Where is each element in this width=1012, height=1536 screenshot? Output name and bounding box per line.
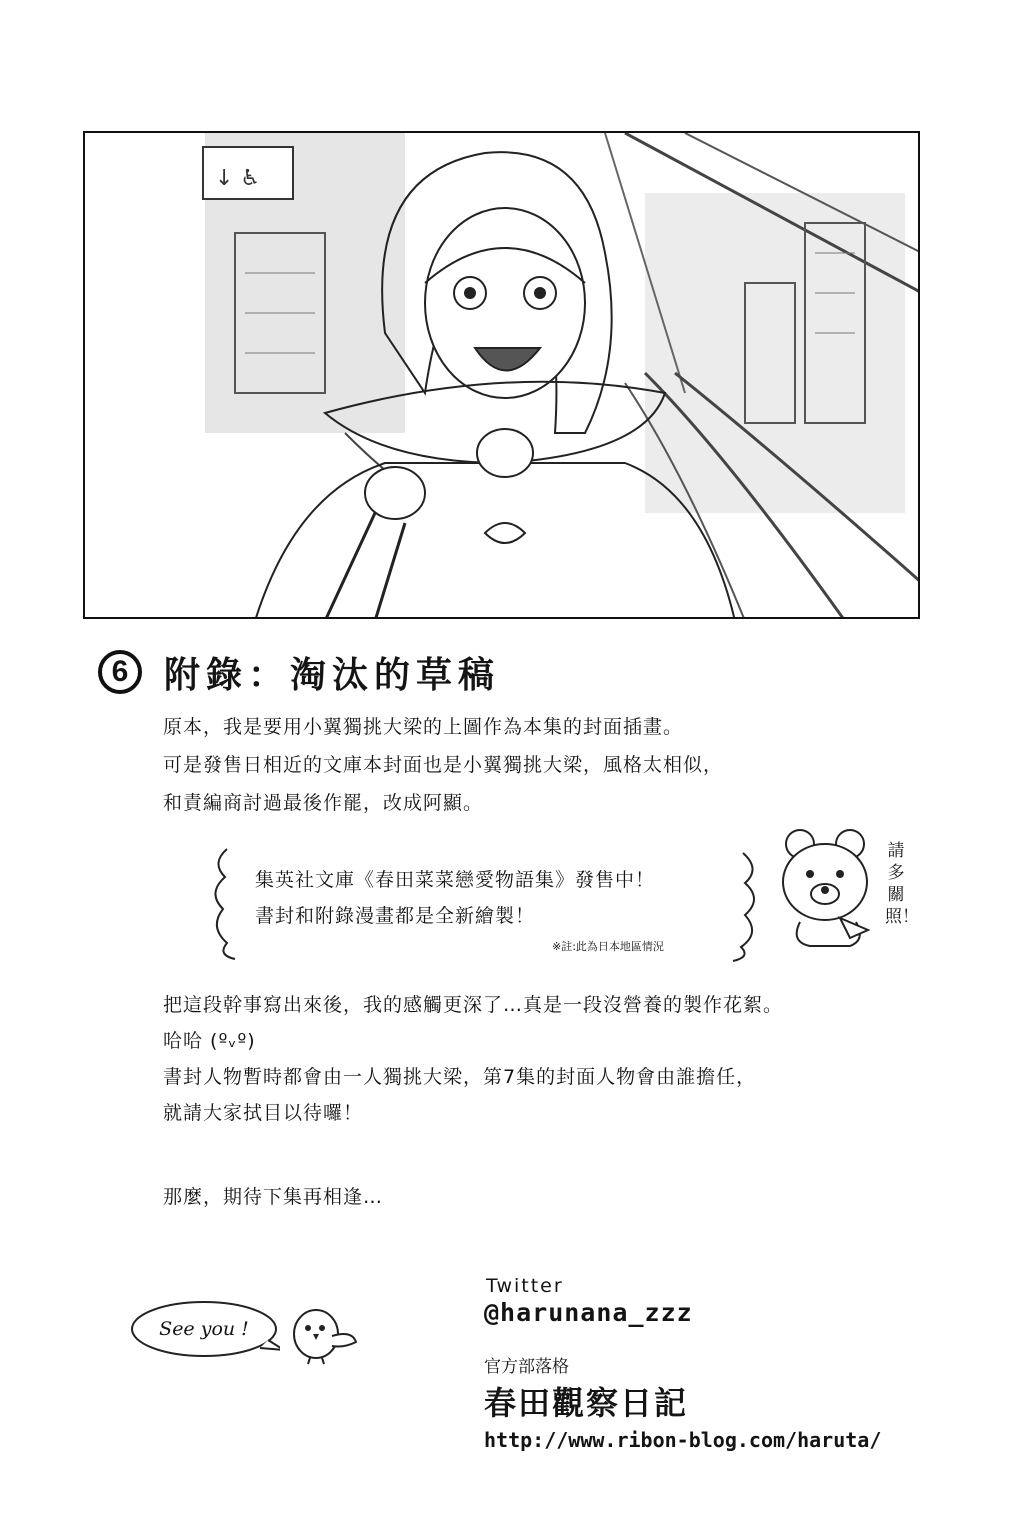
- closing-line: 那麼，期待下集再相逢…: [163, 1186, 384, 1208]
- see-you-bubble: [128, 1298, 280, 1360]
- paragraph-line: 和責編商討過最後作罷，改成阿顯。: [163, 792, 484, 814]
- illustration-panel: [83, 131, 920, 619]
- paragraph-line: 就請大家拭目以待囉！: [163, 1102, 364, 1124]
- sketch-illustration: [85, 133, 920, 619]
- paragraph-line: 原本，我是要用小翼獨挑大梁的上圖作為本集的封面插畫。: [163, 716, 684, 738]
- section-title: 附錄：淘汰的草稿: [164, 654, 501, 696]
- bubble-line: 集英社文庫《春田菜菜戀愛物語集》發售中！: [255, 869, 656, 891]
- blog-url: http://www.ribon-blog.com/haruta/: [484, 1428, 882, 1452]
- twitter-handle: @harunana_zzz: [484, 1298, 693, 1327]
- section-number: 6: [98, 650, 142, 694]
- twitter-label: Twitter: [486, 1275, 564, 1297]
- see-you-text: See you !: [159, 1318, 249, 1340]
- section-heading: [98, 648, 500, 696]
- paragraph-line: 可是發售日相近的文庫本封面也是小翼獨挑大梁，風格太相似，: [163, 754, 724, 776]
- footnote: ※註:此為日本地區情況: [552, 940, 664, 953]
- blog-name: 春田觀察日記: [484, 1384, 689, 1422]
- side-text: 請多關照！: [885, 841, 919, 927]
- bird-mascot-icon: [286, 1296, 358, 1366]
- blog-label: 官方部落格: [484, 1357, 569, 1377]
- announcement-bubble: [205, 843, 765, 963]
- bear-mascot-icon: [770, 822, 880, 952]
- svg-text:↓ ♿: ↓ ♿: [215, 166, 261, 191]
- paragraph-line: 書封人物暫時都會由一人獨挑大梁，第7集的封面人物會由誰擔任，: [163, 1066, 757, 1088]
- bubble-line: 書封和附錄漫畫都是全新繪製！: [255, 905, 536, 927]
- paragraph-line: 把這段幹事寫出來後，我的感觸更深了…真是一段沒營養的製作花絮。: [163, 994, 784, 1016]
- paragraph-line: 哈哈 (ºᵥº): [163, 1030, 256, 1052]
